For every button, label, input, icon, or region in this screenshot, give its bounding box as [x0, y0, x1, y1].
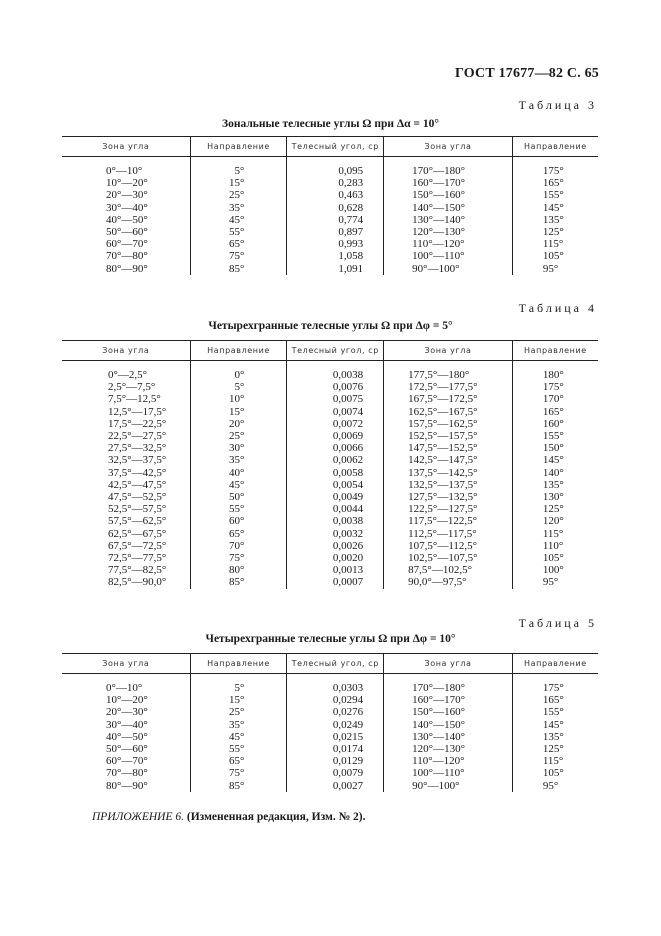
direction-cell-2: 145°: [512, 202, 598, 214]
zone-cell-2: 107,5°—112,5°: [384, 540, 513, 552]
zone-cell-2: 162,5°—167,5°: [384, 406, 513, 418]
table-row: [62, 442, 598, 454]
zone-header: Зона угла: [62, 341, 190, 361]
spacer-cell: [62, 674, 190, 683]
zone-cell-2: 110°—120°: [384, 238, 513, 250]
zone-cell: 0°—2,5°: [108, 369, 148, 381]
zone-cell-2: 110°—120°: [384, 755, 513, 767]
solid-angle-header: Телесный угол, ср: [287, 654, 384, 674]
direction-cell: 35°: [190, 202, 287, 214]
zone-cell-2: 160°—170°: [384, 177, 513, 189]
zone-cell: 52,5°—57,5°: [108, 503, 167, 516]
zone-cell: 80°—90°: [106, 779, 148, 792]
zone-cell: 17,5°—22,5°: [108, 417, 167, 430]
zone-cell: 37,5°—42,5°: [108, 466, 167, 479]
direction-cell-2: 180°: [512, 369, 598, 381]
direction-cell-2: 125°: [512, 743, 598, 755]
spacer-cell: [512, 674, 598, 683]
direction-cell-2: 105°: [512, 250, 598, 262]
direction-cell: 55°: [190, 503, 287, 515]
solid-angle-cell: 0,0020: [287, 552, 384, 564]
direction-cell-2: 125°: [512, 226, 598, 238]
table-row: [62, 177, 598, 189]
direction-cell: 65°: [190, 238, 287, 250]
direction-cell-2: 100°: [512, 564, 598, 576]
solid-angle-cell: 0,0076: [287, 381, 384, 393]
solid-angle-cell: 0,0075: [287, 393, 384, 405]
solid-angle-cell: 0,0013: [287, 564, 384, 576]
zone-cell-2: 120°—130°: [384, 226, 513, 238]
zone-cell: 32,5°—37,5°: [108, 454, 167, 467]
solid-angle-cell: 0,0079: [287, 767, 384, 779]
footnote-appendix: ПРИЛОЖЕНИЕ 6.: [92, 811, 184, 823]
solid-angle-cell: 0,774: [287, 214, 384, 226]
zone-cell: 60°—70°: [106, 238, 148, 251]
direction-cell: 65°: [190, 755, 287, 767]
zone-cell: 10°—20°: [106, 177, 148, 190]
zone-cell: 82,5°—90,0°: [108, 576, 167, 589]
solid-angle-cell: 0,0276: [287, 706, 384, 718]
solid-angle-cell: 0,0044: [287, 503, 384, 515]
direction-cell: 70°: [190, 540, 287, 552]
zone-cell-2: 150°—160°: [384, 189, 513, 201]
zone-cell: 70°—80°: [106, 767, 148, 780]
zone-cell-2: 112,5°—117,5°: [384, 528, 513, 540]
solid-angle-cell: 0,0174: [287, 743, 384, 755]
zone-cell: 0°—10°: [106, 165, 143, 177]
zone-cell: 0°—10°: [106, 682, 143, 694]
zone-cell: 40°—50°: [106, 213, 148, 226]
direction-cell: 20°: [190, 418, 287, 430]
direction-cell: 75°: [190, 250, 287, 262]
table-4-label: Таблица 4: [518, 301, 597, 315]
direction-cell: 80°: [190, 564, 287, 576]
solid-angle-cell: 0,0049: [287, 491, 384, 503]
direction-cell: 15°: [190, 406, 287, 418]
zone-cell: 30°—40°: [106, 201, 148, 214]
solid-angle-cell: 0,0303: [287, 682, 384, 694]
zone-cell-2: 167,5°—172,5°: [384, 393, 513, 405]
direction-cell-2: 110°: [512, 540, 598, 552]
spacer-cell: [384, 361, 513, 370]
solid-angle-cell: 0,0054: [287, 479, 384, 491]
zone-header-2: Зона угла: [384, 137, 513, 157]
direction-cell: 85°: [190, 780, 287, 792]
table-row: [62, 767, 598, 779]
spacer-cell: [287, 361, 384, 370]
table-row: [62, 503, 598, 515]
table-row: [62, 780, 598, 792]
zone-cell-2: 132,5°—137,5°: [384, 479, 513, 491]
spacer-cell: [384, 157, 513, 166]
table-row: [62, 682, 598, 694]
zone-cell-2: 130°—140°: [384, 214, 513, 226]
solid-angle-cell: 0,0058: [287, 467, 384, 479]
footnote-revision: (Измененная редакция, Изм. № 2).: [186, 811, 366, 823]
direction-cell-2: 170°: [512, 393, 598, 405]
table-row: [62, 238, 598, 250]
direction-cell-2: 150°: [512, 442, 598, 454]
table-row: [62, 528, 598, 540]
solid-angle-cell: 0,0066: [287, 442, 384, 454]
zone-cell-2: 117,5°—122,5°: [384, 515, 513, 527]
solid-angle-header: Телесный угол, ср: [287, 341, 384, 361]
zone-cell: 67,5°—72,5°: [108, 539, 167, 552]
direction-cell: 85°: [190, 576, 287, 588]
spacer-cell: [287, 674, 384, 683]
table-row: [62, 755, 598, 767]
direction-cell: 85°: [190, 263, 287, 275]
spacer-cell: [384, 674, 513, 683]
solid-angle-cell: 0,0294: [287, 694, 384, 706]
direction-cell-2: 175°: [512, 682, 598, 694]
direction-cell: 10°: [190, 393, 287, 405]
spacer-cell: [512, 361, 598, 370]
spacer-cell: [62, 157, 190, 166]
solid-angle-cell: 0,897: [287, 226, 384, 238]
zone-cell: 60°—70°: [106, 755, 148, 768]
zone-cell-2: 100°—110°: [384, 767, 513, 779]
direction-cell: 50°: [190, 491, 287, 503]
zone-cell-2: 177,5°—180°: [384, 369, 513, 381]
table-row: [62, 491, 598, 503]
direction-cell-2: 145°: [512, 454, 598, 466]
direction-cell: 75°: [190, 552, 287, 564]
spacer-cell: [190, 157, 287, 166]
spacer-cell: [190, 361, 287, 370]
zone-cell-2: 122,5°—127,5°: [384, 503, 513, 515]
table-row: [62, 250, 598, 262]
solid-angle-cell: 0,0129: [287, 755, 384, 767]
zone-cell-2: 140°—150°: [384, 202, 513, 214]
solid-angle-cell: 0,0038: [287, 369, 384, 381]
direction-cell: 0°: [190, 369, 287, 381]
table-row: [62, 263, 598, 275]
zone-cell: 2,5°—7,5°: [108, 381, 156, 394]
direction-cell-2: 125°: [512, 503, 598, 515]
direction-cell-2: 135°: [512, 479, 598, 491]
zone-cell-2: 90,0°—97,5°: [384, 576, 513, 588]
direction-cell: 45°: [190, 731, 287, 743]
solid-angle-cell: 0,0062: [287, 454, 384, 466]
direction-cell: 55°: [190, 226, 287, 238]
zone-cell: 57,5°—62,5°: [108, 515, 167, 528]
zone-cell-2: 170°—180°: [384, 682, 513, 694]
direction-cell-2: 115°: [512, 755, 598, 767]
table-row: [62, 576, 598, 588]
solid-angle-cell: 0,0032: [287, 528, 384, 540]
direction-cell: 55°: [190, 743, 287, 755]
zone-cell-2: 157,5°—162,5°: [384, 418, 513, 430]
direction-cell-2: 95°: [512, 780, 598, 792]
document-header: ГОСТ 17677—82 С. 65: [455, 66, 599, 81]
direction-cell-2: 135°: [512, 214, 598, 226]
zone-cell-2: 130°—140°: [384, 731, 513, 743]
zone-cell: 20°—30°: [106, 706, 148, 719]
zone-cell: 50°—60°: [106, 743, 148, 756]
direction-cell: 15°: [190, 177, 287, 189]
solid-angle-cell: 0,0026: [287, 540, 384, 552]
zone-cell: 12,5°—17,5°: [108, 405, 167, 418]
direction-cell-2: 175°: [512, 381, 598, 393]
zone-cell: 72,5°—77,5°: [108, 552, 167, 565]
solid-angle-cell: 0,463: [287, 189, 384, 201]
spacer-cell: [287, 157, 384, 166]
spacer-cell: [62, 361, 190, 370]
table-row: [62, 515, 598, 527]
direction-header-2: Направление: [512, 341, 598, 361]
solid-angle-cell: 0,0074: [287, 406, 384, 418]
direction-header: Направление: [190, 654, 287, 674]
direction-cell-2: 145°: [512, 719, 598, 731]
table-row: [62, 552, 598, 564]
zone-header-2: Зона угла: [384, 654, 513, 674]
table-row: [62, 226, 598, 238]
table-row: [62, 743, 598, 755]
direction-cell-2: 115°: [512, 528, 598, 540]
solid-angle-cell: 0,0072: [287, 418, 384, 430]
table-row: [62, 165, 598, 177]
direction-cell-2: 140°: [512, 467, 598, 479]
table-3: [62, 136, 598, 275]
table-row: [62, 369, 598, 381]
table-row: [62, 189, 598, 201]
solid-angle-cell: 1,058: [287, 250, 384, 262]
table-3-label: Таблица 3: [518, 98, 597, 112]
table-5: [62, 653, 598, 792]
zone-header: Зона угла: [62, 137, 190, 157]
zone-cell-2: 87,5°—102,5°: [384, 564, 513, 576]
zone-cell: 77,5°—82,5°: [108, 564, 167, 577]
zone-cell-2: 140°—150°: [384, 719, 513, 731]
zone-header-2: Зона угла: [384, 341, 513, 361]
direction-cell-2: 155°: [512, 430, 598, 442]
zone-cell: 10°—20°: [106, 694, 148, 707]
spacer-cell: [512, 157, 598, 166]
direction-cell: 5°: [190, 165, 287, 177]
direction-cell-2: 165°: [512, 406, 598, 418]
direction-cell-2: 95°: [512, 576, 598, 588]
zone-cell: 47,5°—52,5°: [108, 491, 167, 504]
zone-cell-2: 150°—160°: [384, 706, 513, 718]
zone-cell-2: 160°—170°: [384, 694, 513, 706]
solid-angle-cell: 0,0038: [287, 515, 384, 527]
zone-cell: 22,5°—27,5°: [108, 430, 167, 443]
table-3-title: Зональные телесные углы Ω при Δα = 10°: [222, 118, 439, 130]
direction-cell: 45°: [190, 214, 287, 226]
spacer-row: [62, 674, 598, 683]
spacer-row: [62, 157, 598, 166]
table-row: [62, 467, 598, 479]
table-row: [62, 731, 598, 743]
direction-cell-2: 130°: [512, 491, 598, 503]
direction-cell-2: 135°: [512, 731, 598, 743]
table-4: [62, 340, 598, 589]
zone-header: Зона угла: [62, 654, 190, 674]
solid-angle-cell: 0,283: [287, 177, 384, 189]
table-row: [62, 430, 598, 442]
direction-cell: 25°: [190, 706, 287, 718]
zone-cell: 30°—40°: [106, 718, 148, 731]
zone-cell-2: 120°—130°: [384, 743, 513, 755]
zone-cell-2: 152,5°—157,5°: [384, 430, 513, 442]
direction-cell-2: 120°: [512, 515, 598, 527]
table-5-label: Таблица 5: [518, 616, 597, 630]
table-row: [62, 719, 598, 731]
table-row: [62, 418, 598, 430]
solid-angle-cell: 0,0069: [287, 430, 384, 442]
solid-angle-cell: 0,0027: [287, 780, 384, 792]
table-row: [62, 214, 598, 226]
zone-cell: 27,5°—32,5°: [108, 442, 167, 455]
direction-header-2: Направление: [512, 654, 598, 674]
footnote: [92, 811, 366, 823]
table-row: [62, 564, 598, 576]
direction-cell: 35°: [190, 719, 287, 731]
zone-cell-2: 142,5°—147,5°: [384, 454, 513, 466]
direction-cell-2: 155°: [512, 189, 598, 201]
table-row: [62, 381, 598, 393]
direction-cell: 5°: [190, 381, 287, 393]
solid-angle-cell: 0,993: [287, 238, 384, 250]
direction-cell: 75°: [190, 767, 287, 779]
zone-cell: 62,5°—67,5°: [108, 527, 167, 540]
zone-cell-2: 170°—180°: [384, 165, 513, 177]
direction-cell: 25°: [190, 189, 287, 201]
zone-cell: 40°—50°: [106, 730, 148, 743]
zone-cell: 50°—60°: [106, 226, 148, 239]
direction-cell: 5°: [190, 682, 287, 694]
zone-cell-2: 127,5°—132,5°: [384, 491, 513, 503]
direction-cell: 30°: [190, 442, 287, 454]
direction-cell: 35°: [190, 454, 287, 466]
solid-angle-cell: 0,628: [287, 202, 384, 214]
direction-header-2: Направление: [512, 137, 598, 157]
direction-cell-2: 155°: [512, 706, 598, 718]
table-row: [62, 202, 598, 214]
zone-cell: 42,5°—47,5°: [108, 478, 167, 491]
zone-cell: 70°—80°: [106, 250, 148, 263]
direction-cell-2: 115°: [512, 238, 598, 250]
solid-angle-cell: 0,095: [287, 165, 384, 177]
zone-cell: 80°—90°: [106, 262, 148, 275]
direction-header: Направление: [190, 137, 287, 157]
zone-cell-2: 90°—100°: [384, 780, 513, 792]
direction-cell-2: 160°: [512, 418, 598, 430]
zone-cell: 20°—30°: [106, 189, 148, 202]
direction-cell-2: 165°: [512, 694, 598, 706]
zone-cell-2: 172,5°—177,5°: [384, 381, 513, 393]
zone-cell: 7,5°—12,5°: [108, 393, 161, 406]
solid-angle-cell: 0,0249: [287, 719, 384, 731]
zone-cell-2: 147,5°—152,5°: [384, 442, 513, 454]
zone-cell-2: 137,5°—142,5°: [384, 467, 513, 479]
direction-cell: 25°: [190, 430, 287, 442]
table-row: [62, 540, 598, 552]
direction-cell: 40°: [190, 467, 287, 479]
table-row: [62, 406, 598, 418]
spacer-cell: [190, 674, 287, 683]
solid-angle-cell: 0,0007: [287, 576, 384, 588]
zone-cell-2: 90°—100°: [384, 263, 513, 275]
zone-cell-2: 102,5°—107,5°: [384, 552, 513, 564]
direction-cell: 65°: [190, 528, 287, 540]
direction-cell-2: 165°: [512, 177, 598, 189]
table-row: [62, 393, 598, 405]
table-row: [62, 694, 598, 706]
table-row: [62, 454, 598, 466]
solid-angle-header: Телесный угол, ср: [287, 137, 384, 157]
table-row: [62, 479, 598, 491]
spacer-row: [62, 361, 598, 370]
solid-angle-cell: 1,091: [287, 263, 384, 275]
direction-cell-2: 105°: [512, 767, 598, 779]
table-4-title: Четырехгранные телесные углы Ω при Δφ = 5°: [208, 320, 453, 332]
direction-cell: 15°: [190, 694, 287, 706]
direction-header: Направление: [190, 341, 287, 361]
direction-cell: 60°: [190, 515, 287, 527]
zone-cell-2: 100°—110°: [384, 250, 513, 262]
direction-cell-2: 175°: [512, 165, 598, 177]
direction-cell: 45°: [190, 479, 287, 491]
table-row: [62, 706, 598, 718]
direction-cell-2: 105°: [512, 552, 598, 564]
solid-angle-cell: 0,0215: [287, 731, 384, 743]
table-5-title: Четырехгранные телесные углы Ω при Δφ = 10°: [205, 633, 456, 645]
direction-cell-2: 95°: [512, 263, 598, 275]
